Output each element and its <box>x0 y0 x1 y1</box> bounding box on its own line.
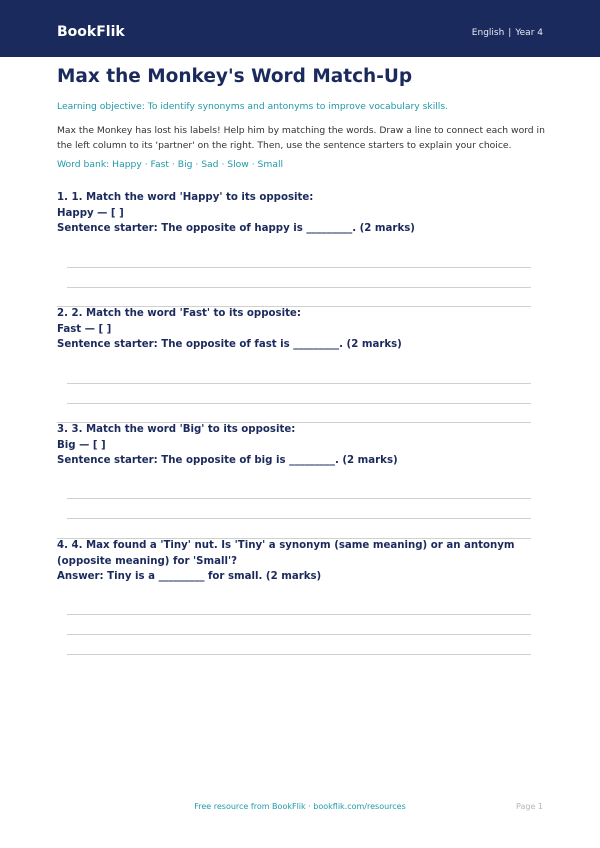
answer-line[interactable] <box>67 498 531 499</box>
answer-line[interactable] <box>67 654 531 655</box>
answer-line[interactable] <box>67 518 531 519</box>
question-prompt: 2. 2. Match the word 'Fast' to its opposite: <box>57 308 301 319</box>
answer-starter: Answer: Tiny is a _________ for small. (2 marks) <box>57 571 322 582</box>
footer-text: Free resource from BookFlik · bookflik.com/resources <box>194 802 406 811</box>
answer-line[interactable] <box>67 383 531 384</box>
page-header <box>0 0 600 57</box>
subject-label: English <box>471 28 505 38</box>
learning-objective: Learning objective: To identify synonyms and antonyms to improve vocabulary skills. <box>57 101 449 112</box>
sentence-starter: Sentence starter: The opposite of big is _________. (2 marks) <box>57 455 398 466</box>
header-meta <box>472 28 543 38</box>
question-3 <box>57 422 537 469</box>
answer-line[interactable] <box>67 403 531 404</box>
answer-line[interactable] <box>67 287 531 288</box>
question-2 <box>57 306 537 353</box>
match-pair: Fast — [ ] <box>57 323 112 335</box>
answer-line[interactable] <box>67 267 531 268</box>
page-title: Max the Monkey's Word Match-Up <box>57 66 413 87</box>
question-1 <box>57 190 537 237</box>
year-label: Year 4 <box>515 28 543 38</box>
intro-text: Max the Monkey has lost his labels! Help him by matching the words. Draw a line to connect each word in the left column to its 'partner' on the right. Then, use the sentence starters to explain your choice. <box>57 125 545 151</box>
page-number: Page 1 <box>516 802 543 811</box>
word-bank: Word bank: Happy · Fast · Big · Sad · Slow · Small <box>57 159 284 170</box>
brand-logo: BookFlik <box>57 24 125 40</box>
question-4 <box>57 538 537 585</box>
question-prompt: 4. 4. Max found a 'Tiny' nut. Is 'Tiny' a synonym (same meaning) or an antonym (opposite meaning) for 'Small'? <box>57 540 515 567</box>
match-pair: Happy — [ ] <box>57 207 124 219</box>
question-prompt: 3. 3. Match the word 'Big' to its opposite: <box>57 424 296 435</box>
match-pair: Big — [ ] <box>57 439 106 451</box>
header-separator: | <box>508 28 512 38</box>
question-prompt: 1. 1. Match the word 'Happy' to its opposite: <box>57 192 314 203</box>
answer-line[interactable] <box>67 614 531 615</box>
sentence-starter: Sentence starter: The opposite of fast is _________. (2 marks) <box>57 339 402 350</box>
answer-line[interactable] <box>67 634 531 635</box>
sentence-starter: Sentence starter: The opposite of happy is _________. (2 marks) <box>57 223 415 234</box>
